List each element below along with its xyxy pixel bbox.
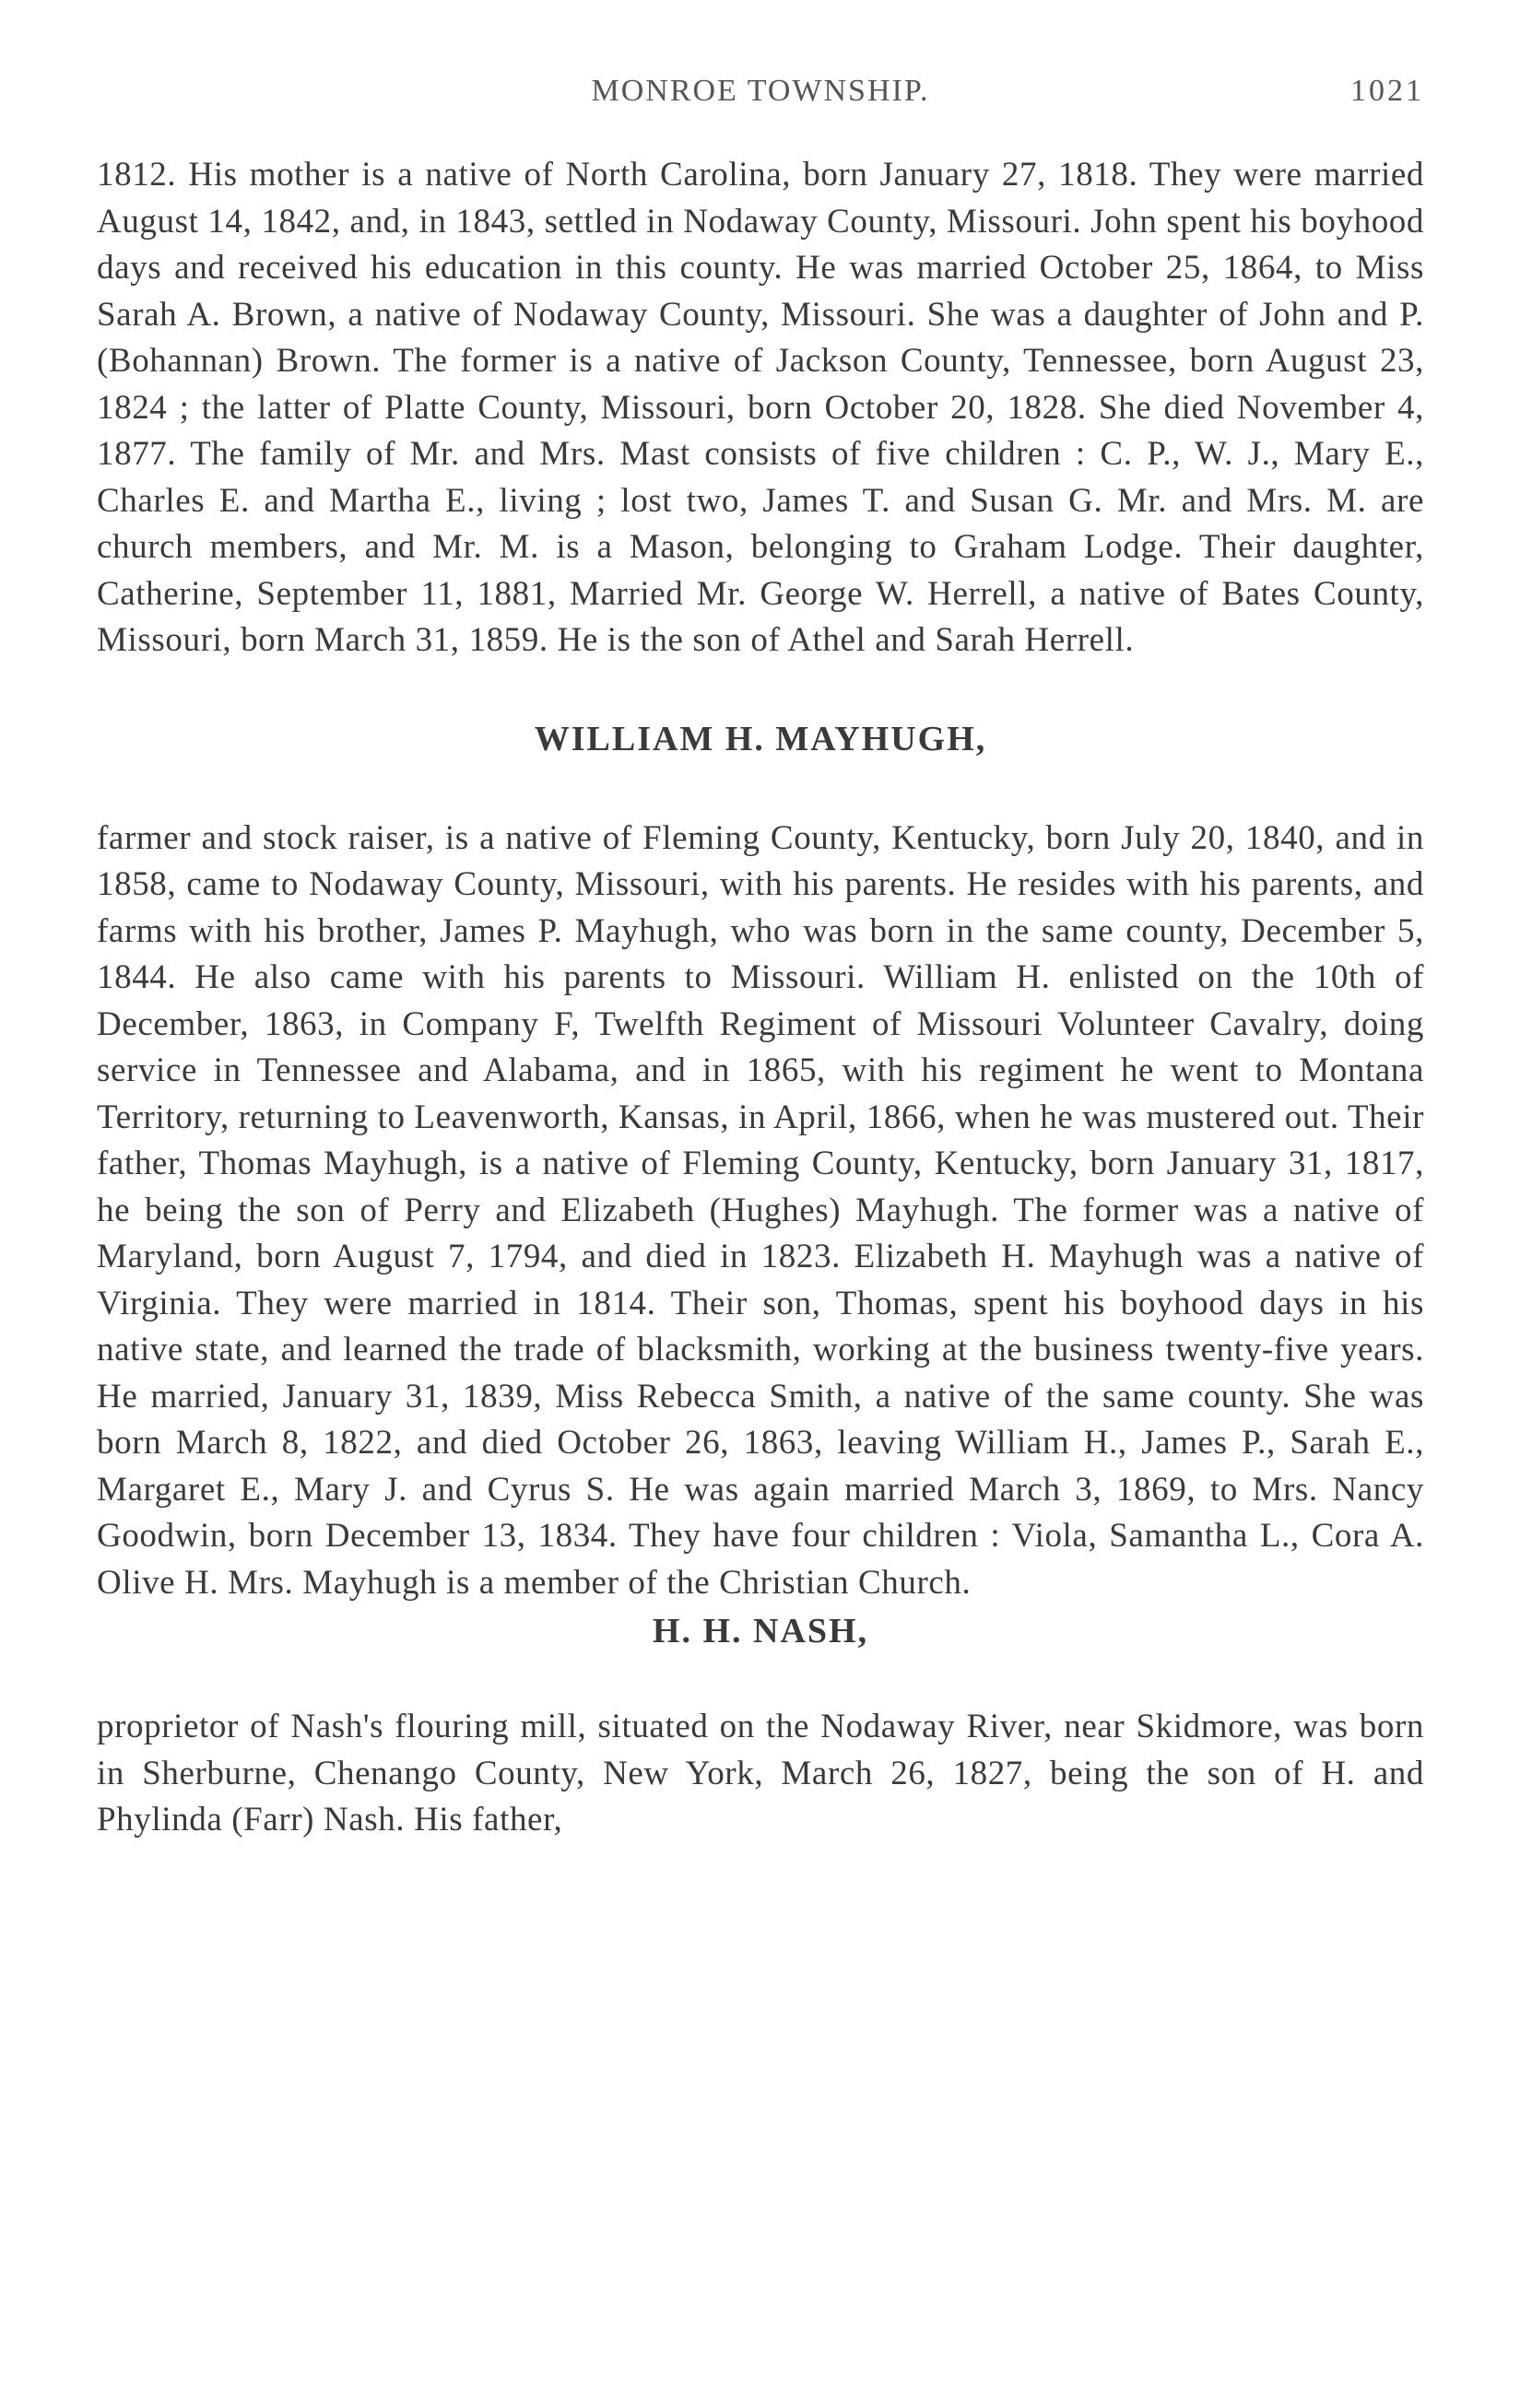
section-heading-nash: H. H. NASH, [652,1612,869,1650]
mayhugh-biography: farmer and stock raiser, is a native of Fleming County, Kentucky, born July 20, 1840, and in 1858, came to Nodaway County, Missouri, with his parents. He resides with his parents, and farms with his brother, James P. Mayhugh, who was born in the same county, December 5, 1844. He also came with his parents to Missouri. William H. enlisted on the 10th of December, 1863, in Company F, Twelfth Regiment of Missouri Volunteer Cavalry, doing service in Tennessee and Alabama, and in 1865, with his regiment he went to Montana Territory, returning to Leavenworth, Kansas, in April, 1866, when he was mustered out. Their father, Thomas Mayhugh, is a native of Fleming County, Kentucky, born January 31, 1817, he being the son of Perry and Elizabeth (Hughes) Mayhugh. The former was a native of Maryland, born August 7, 1794, and died in 1823. Elizabeth H. Mayhugh was a native of Virginia. They were married in 1814. Their son, Thomas, spent his boyhood days in his native state, and learned the trade of blacksmith, working at the business twenty-five years. He married, January 31, 1839, Miss Rebecca Smith, a native of the same county. She was born March 8, 1822, and died October 26, 1863, leaving William H., James P., Sarah E., Margaret E., Mary J. and Cyrus S. He was again married March 3, 1869, to Mrs. Nancy Goodwin, born December 13, 1834. They have four children : Viola, Samantha L., Cora A. Olive H. Mrs. Mayhugh is a member of the Christian Church. [97,818,1424,1602]
running-head [97,65,1424,120]
book-page [97,65,1424,1844]
mast-biography-continuation: 1812. His mother is a native of North Carolina, born January 27, 1818. They were married August 14, 1842, and, in 1843, settled in Nodaway County, Missouri. John spent his boyhood days and received his education in this county. He was married October 25, 1864, to Miss Sarah A. Brown, a native of Nodaway County, Missouri. She was a daughter of John and P. (Bohannan) Brown. The former is a native of Jackson County, Tennessee, born August 23, 1824 ; the latter of Platte County, Missouri, born October 20, 1828. She died November 4, 1877. The family of Mr. and Mrs. Mast consists of five children : C. P., W. J., Mary E., Charles E. and Martha E., living ; lost two, James T. and Susan G. Mr. and Mrs. M. are church members, and Mr. M. is a Mason, belonging to Graham Lodge. Their daughter, Catherine, September 11, 1881, Married Mr. George W. Herrell, a native of Bates County, Missouri, born March 31, 1859. He is the son of Athel and Sarah Herrell. [97,156,1424,659]
section-heading-mayhugh: WILLIAM H. MAYHUGH, [534,719,987,758]
nash-biography: proprietor of Nash's flouring mill, situated on the Nodaway River, near Skidmore, was born in Sherburne, Chenango County, New York, March 26, 1827, being the son of H. and Phylinda (Farr) Nash. His father, [97,1708,1424,1838]
page-number: 1021 [1350,74,1424,108]
running-head-title: MONROE TOWNSHIP. [591,74,930,108]
